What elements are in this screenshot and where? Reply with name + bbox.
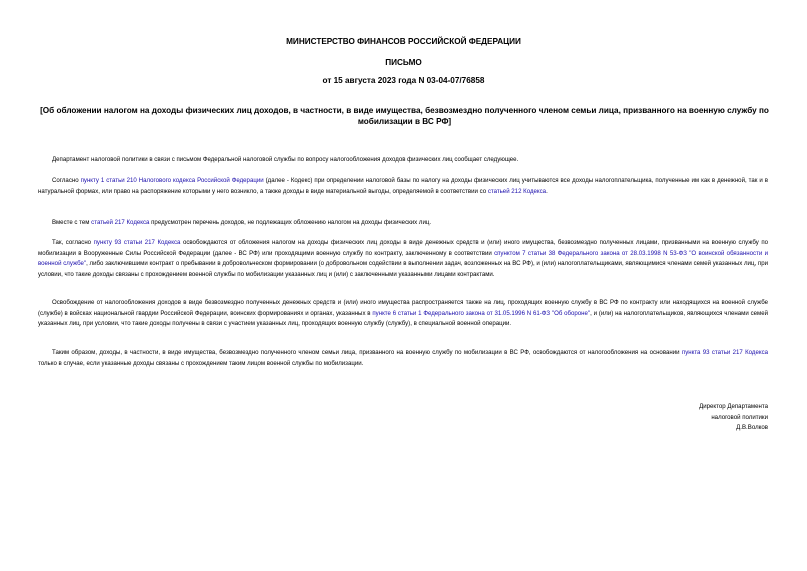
paragraph-point-93 <box>38 238 768 280</box>
paragraph-text: (далее - Кодекс) при определении налоговой базы по налогу на доходы физических лиц учитываются все доходы налогоплательщика, полученные им как в денежной, так и в натуральной формах, или право на распоряжение которыми у него возникло, а также доходы в виде материальной выгоды, определяемой в соответствии со <box>38 177 768 195</box>
link-federal-law-53[interactable]: спунктом 7 статьи 38 Федерального закона от 28.03.1998 N 53-ФЗ "О воинской обязанности и военной службе" <box>38 249 768 268</box>
paragraph-text: Департамент налоговой политики в связи с письмом Федеральной налоговой службы по вопросу налогообложения доходов физических лиц сообщает следующее. <box>52 156 519 163</box>
paragraph-text: Вместе с тем <box>52 219 92 226</box>
signature-position: Директор Департамента <box>699 403 768 410</box>
paragraph-text: освобождаются от обложения налогом на доходы физических лиц доходы в виде денежных средств и (или) иного имущества, безвозмездно полученных лицами, призванными на военную службу по мобилизации в Вооруженные Силы Российской Федерации (далее - ВС РФ) или проходящими военную службу по контракту, заключенному в соответствии <box>38 239 769 257</box>
link-point-93-article-217-conclusion[interactable]: пункта 93 статьи 217 Кодекса <box>681 349 769 356</box>
paragraph-exemption-extension <box>38 298 768 330</box>
signature-block <box>699 402 768 434</box>
document-type-heading: ПИСЬМО <box>385 58 422 67</box>
paragraph-text: . <box>546 187 548 195</box>
paragraph-text: предусмотрен перечень доходов, не подлежащих обложению налогом на доходы физических лиц. <box>149 219 432 226</box>
link-federal-law-61[interactable]: пункте 6 статьи 1 Федерального закона от 31.05.1996 N 61-ФЗ "Об обороне" <box>372 309 591 317</box>
document-subject: [Об обложении налогом на доходы физических лиц доходов, в частности, в виде имущества, безвозмездно полученного членом семьи лица, призванного на военную службу по мобилизации в ВС РФ] <box>40 106 769 126</box>
paragraph-article-210 <box>38 176 768 197</box>
paragraph-text: Освобождение от налогообложения доходов в виде безвозмездно полученных денежных средств и (или) иного имущества распространяется также на лиц, проходящих военную службу в ВС РФ по контракту или находящихся на военной службе (службе) в войсках национальной гвардии Российской Федерации, воинских формированиях и органах, указанных в <box>38 299 768 317</box>
paragraph-text: , либо заключившими контракт о пребывании в добровольческом формировании (о добровольном содействии в выполнении задач, возложенных на ВС РФ), и (или) налогоплательщиками, являющимися членами семей указанных лиц, при условии, что такие доходы связаны с прохождением военной службы по мобилизации указанных лиц и (или) с заключенными указанными лицами контрактами. <box>38 260 768 278</box>
paragraph-text: Таким образом, доходы, в частности, в виде имущества, безвозмездно полученного членом семьи лица, призванного на военную службу по мобилизации в ВС РФ, освобождаются от налогообложения на основании <box>52 349 682 356</box>
paragraph-text: только в случае, если указанные доходы связаны с прохождением таким лицом военной службы по мобилизации. <box>38 359 364 367</box>
paragraph-text: Согласно <box>52 177 81 184</box>
link-point-93-article-217[interactable]: пункту 93 статьи 217 Кодекса <box>93 239 181 246</box>
ministry-heading: МИНИСТЕРСТВО ФИНАНСОВ РОССИЙСКОЙ ФЕДЕРАЦИИ <box>286 37 521 46</box>
paragraph-article-217 <box>38 218 768 229</box>
link-article-210[interactable]: пункту 1 статьи 210 Налогового кодекса Российской Федерации <box>80 177 264 184</box>
paragraph-text: Так, согласно <box>52 239 94 246</box>
document-date-number: от 15 августа 2023 года N 03-04-07/76858 <box>322 76 485 85</box>
paragraph-conclusion <box>38 348 768 369</box>
signature-name: Д.В.Волков <box>736 424 768 431</box>
paragraph-intro <box>38 155 768 166</box>
link-article-212[interactable]: статьей 212 Кодекса <box>487 187 547 195</box>
paragraph-text: , и (или) на налогоплательщиков, являющихся членами семей указанных лиц, при условии, что такие доходы получены в связи с участием указанных лиц, проходящих военную службу (службу), в специальной военной операции. <box>38 309 768 328</box>
link-article-217[interactable]: статьей 217 Кодекса <box>91 219 150 226</box>
signature-department: налоговой политики <box>711 413 768 421</box>
